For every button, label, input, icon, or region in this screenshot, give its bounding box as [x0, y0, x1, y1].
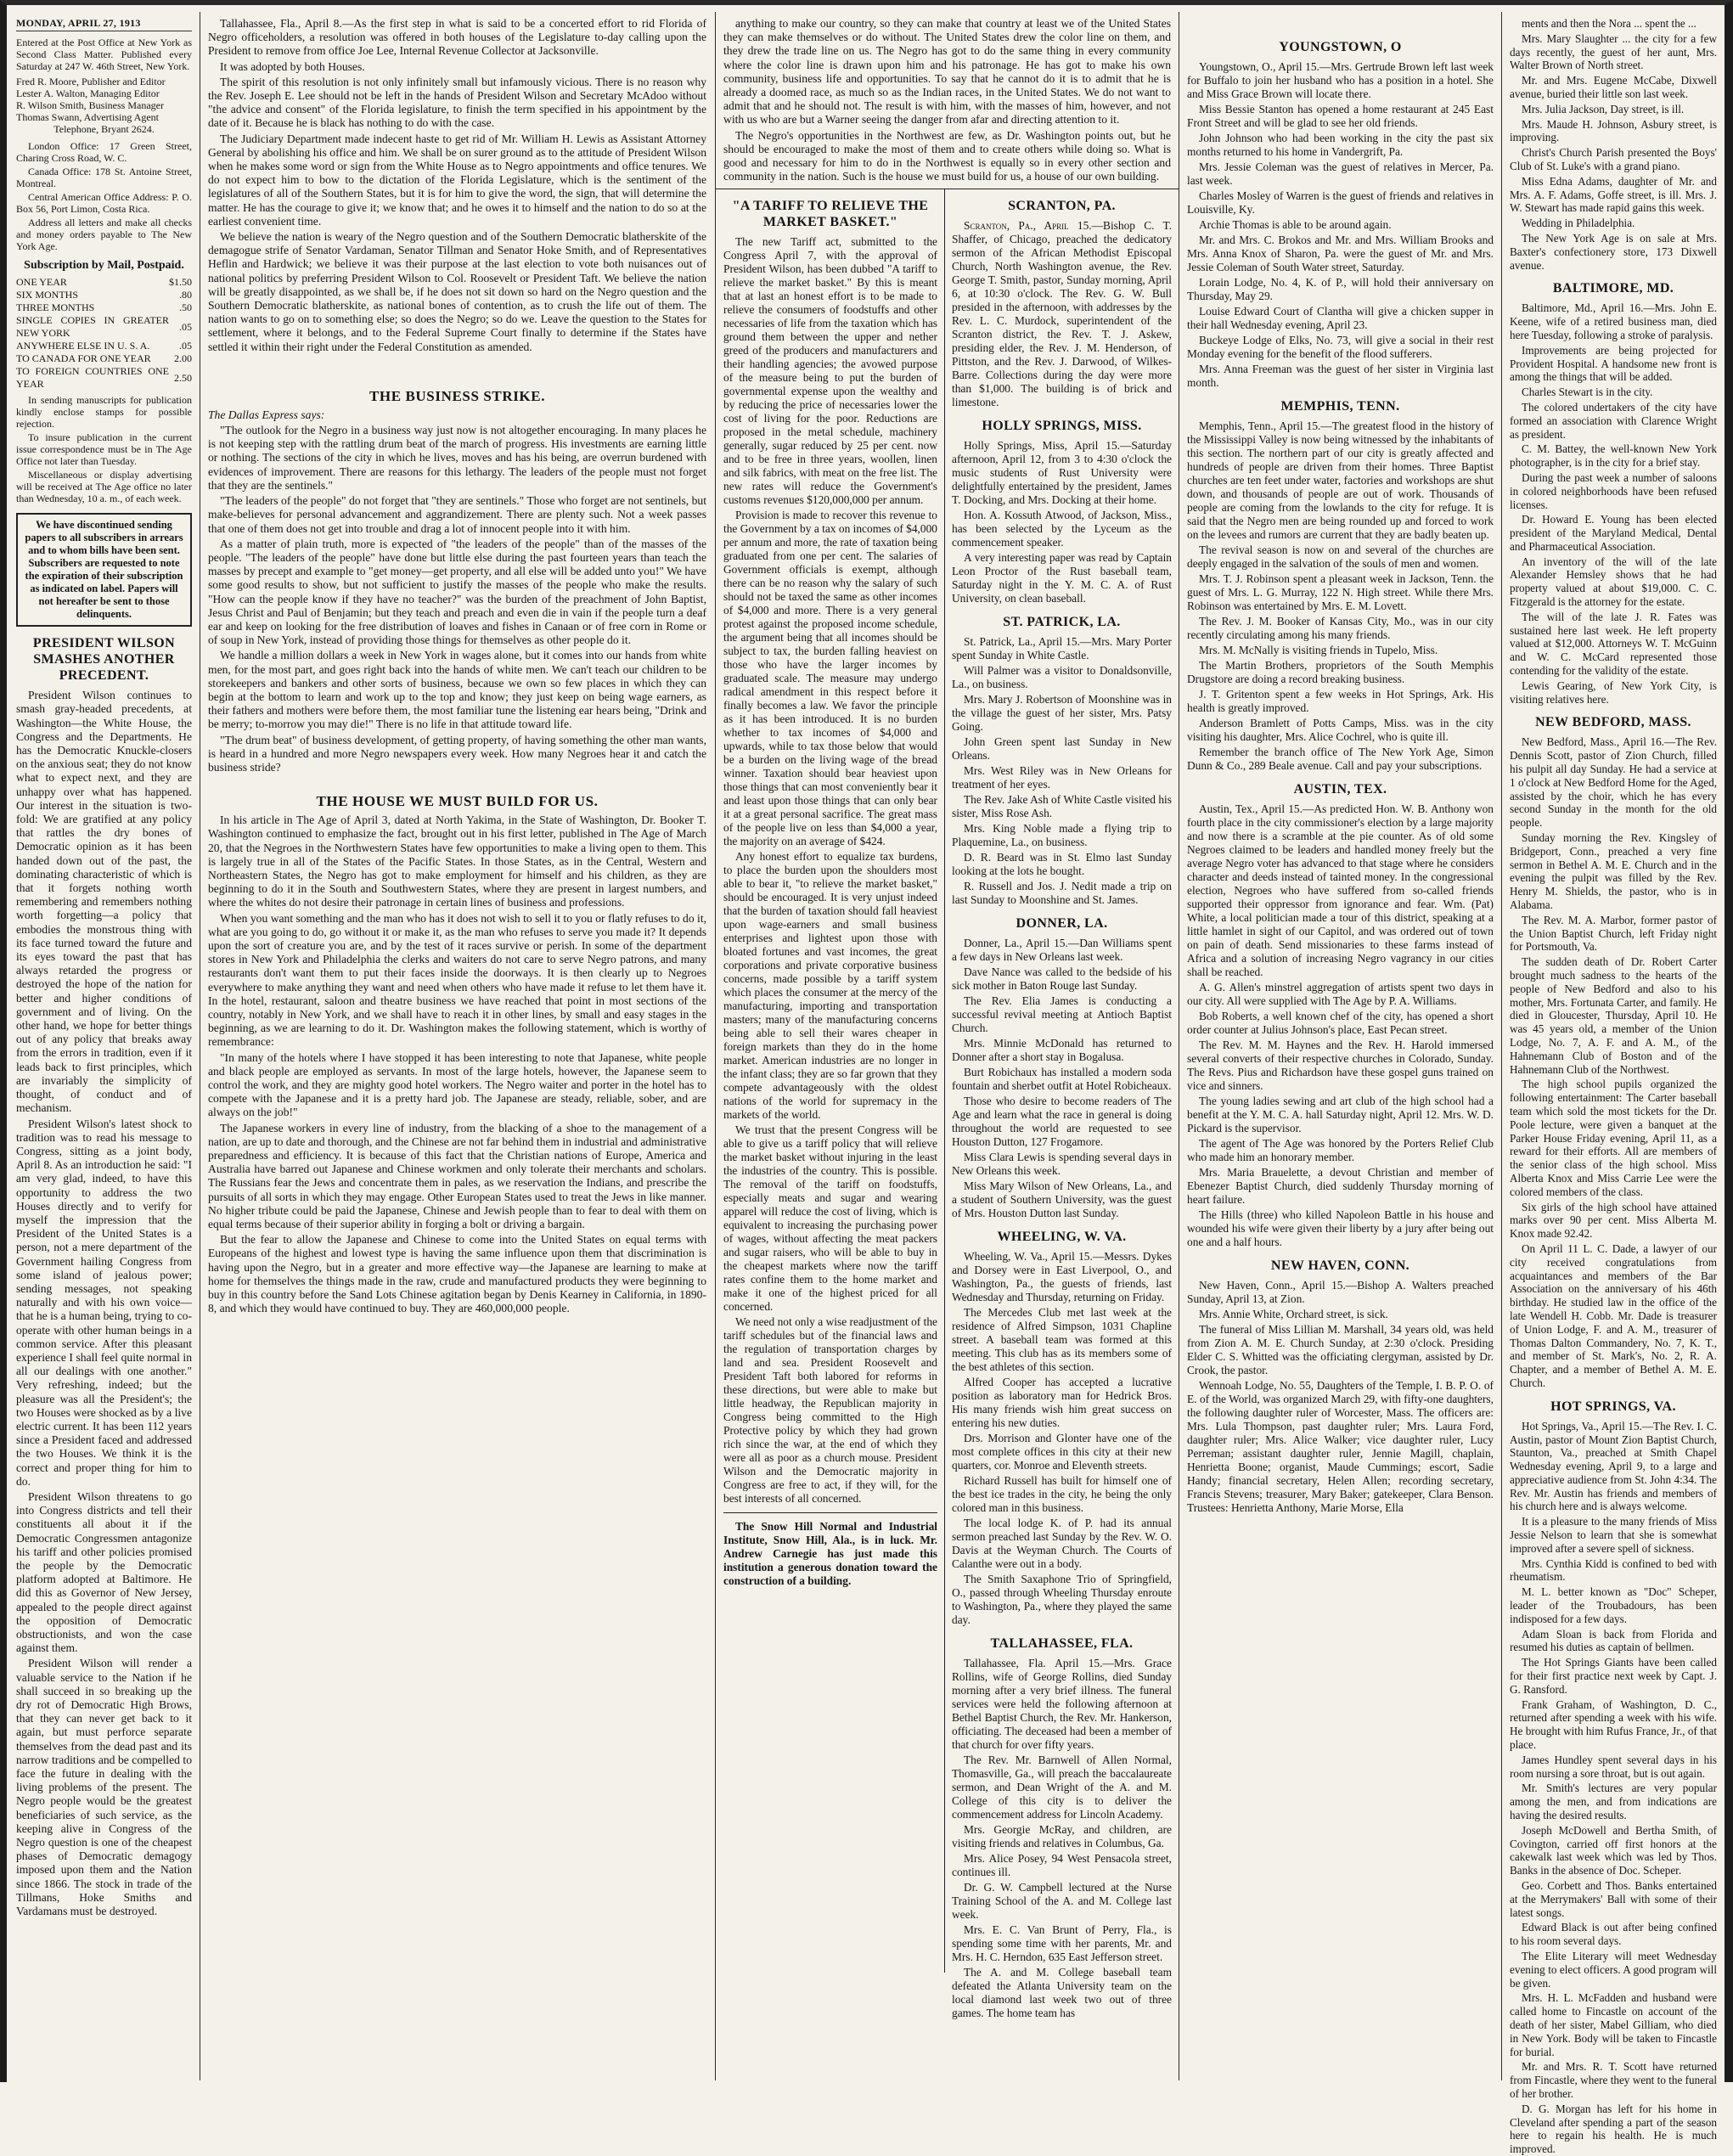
paragraph: Youngstown, O., April 15.—Mrs. Gertrude Brown left last week for Buffalo to join her husband who has a position in a hotel. She and Miss Grace Brown will locate there. — [1187, 60, 1494, 100]
paragraph: Mrs. Minnie McDonald has returned to Donner after a short stay in Bogalusa. — [952, 1037, 1172, 1064]
paragraph: Mr. Smith's lectures are very popular among the men, and from indications are having the desired results. — [1510, 1782, 1717, 1822]
local-news-column-a — [945, 189, 1179, 2020]
headline-donner: DONNER, LA. — [1016, 916, 1108, 932]
london-office: London Office: 17 Green Street, Charing Cross Road, W. C. — [16, 140, 192, 164]
paragraph: Joseph McDowell and Bertha Smith, of Covington, carried off first honors at the cakewalk last week which was led by Thos. Banks in the absence of Doc. Scheper. — [1510, 1823, 1717, 1877]
paragraph: President Wilson threatens to go into Congress districts and tell their constituents all about it if the Democratic Congressmen antagonize his tariff and other policies promised the people by the Democratic platform adopted at Baltimore. He did this as Governor of New Jersey, appealed to the people direct against the opposition of Democratic obstructionists, and won the case against them. — [16, 1489, 192, 1655]
dateline: Scranton, Pa., April 15. — [964, 219, 1092, 233]
paragraph: "The leaders of the people" do not forget that "they are sentinels." Those who forget are not sentinels, but make-believes for personal advancement and aggrandizement. There are plenty such. Not a week passes that one of them does not get into trouble and drag a lot of innocent people into it with him. — [208, 494, 706, 535]
paragraph: Miss Bessie Stanton has opened a home restaurant at 245 East Front Street and will be glad to see her old friends. — [1187, 103, 1494, 129]
paragraph: The agent of The Age was honored by the Porters Relief Club who made him an honorary member. — [1187, 1137, 1494, 1163]
rate-row: SINGLE COPIES IN GREATER NEW YORK .05 — [16, 314, 192, 340]
date-line: MONDAY, APRIL 27, 1913 — [16, 17, 192, 31]
paragraph: Mrs. T. J. Robinson spent a pleasant week in Jackson, Tenn. the guest of Mrs. L. G. Murray, 122 N. High street. While there Mrs. Robinson was entertained by Mrs. E. M. Lovett. — [1187, 572, 1494, 612]
paragraph: The Rev. Elia James is conducting a successful revival meeting at Antioch Baptist Church. — [952, 994, 1172, 1035]
column-3-split — [716, 189, 1179, 2020]
paragraph: Buckeye Lodge of Elks, No. 73, will give a social in their rest Monday evening for the benefit of the flood sufferers. — [1187, 334, 1494, 360]
paragraph: Austin, Tex., April 15.—As predicted Hon. W. B. Anthony won fourth place in the city commissioner's election by a large majority and now there is a scramble at the pie counter. As of old some Negroes claimed to be leaders and handled money freely but the average Negro voter has advanced to that stage where he considers character and deeds instead of tainted money. In the congressional election, Negroes who have suffered from so-called friends supported their oppressor from ignorance and fear. Wm. (Pat) White, a local politician made a tour of this district, speaking at a little hamlet in sight of our Capitol, and was ordered out of town on pain of death. Send missionaries to these farms instead of Africa and a solution of increasing Negro vagrancy in our cities shall be reached. — [1187, 802, 1494, 978]
headline-hot-springs: HOT SPRINGS, VA. — [1550, 1399, 1676, 1414]
paragraph: Wedding in Philadelphia. — [1522, 217, 1635, 230]
paragraph: M. L. better known as "Doc" Scheper, leader of the Troubadours, has been indisposed for a few days. — [1510, 1585, 1717, 1625]
paragraph: Mrs. Anna Freeman was the guest of her sister in Virginia last month. — [1187, 363, 1494, 389]
paragraph: Mr. and Mrs. C. Brokos and Mr. and Mrs. William Brooks and Mrs. Anna Knox of Sharon, Pa. were the guest of Mr. and Mrs. Jessie Coleman of South Water street, Saturday. — [1187, 234, 1494, 273]
paragraph: The funeral of Miss Lillian M. Marshall, 34 years old, was held from Zion A. M. E. Church Sunday, at 2:30 o'clock. Presiding Elder C. S. Whitted was the officiating clergyman, assisted by Dr. Crook, the pastor. — [1187, 1323, 1494, 1376]
column-5 — [1502, 12, 1725, 2156]
paragraph: Dr. G. W. Campbell lectured at the Nurse Training School of the A. and M. College last week. — [952, 1881, 1172, 1922]
paragraph: A. G. Allen's minstrel aggregation of artists spent two days in our city. All were supplied with The Age by P. A. Williams. — [1187, 981, 1494, 1007]
paragraph: St. Patrick, La., April 15.—Mrs. Mary Porter spent Sunday in White Castle. — [952, 635, 1172, 662]
paragraph: Mrs. King Noble made a flying trip to Plaquemine, La., on business. — [952, 822, 1172, 849]
headline-holly-springs: HOLLY SPRINGS, MISS. — [982, 419, 1142, 434]
paragraph: Improvements are being projected for Provident Hospital. A handsome new front is among the things that will be added. — [1510, 343, 1717, 384]
paragraph: Mr. and Mrs. R. T. Scott have returned from Fincastle, where they went to the funeral of her brother. — [1510, 2060, 1717, 2100]
paragraph: President Wilson will render a valuable service to the Nation if he shall succeed in so breaking up the dry rot of Democratic High Brows, that they can never get back to it again, but must perforce separate themselves from the dead past and its narrow traditions and be compelled to face the future in dealing with the living problems of the present. The Negro people would be the greatest beneficiaries of such service, as the keeping alive in Congress of the Negro question is one of the cheapest phases of Democratic demagogy imposed upon them and the Nation since 1866. The stock in trade of the Tillmans, Hoke Smiths and Vardamans must be destroyed. — [16, 1657, 192, 1918]
headline-tallahassee: TALLAHASSEE, FLA. — [990, 1636, 1134, 1652]
headline-tariff: "A TARIFF TO RELIEVE THE MARKET BASKET." — [732, 199, 929, 230]
headline-business-strike: THE BUSINESS STRIKE. — [369, 387, 546, 404]
column-3 — [716, 12, 1179, 2080]
paragraph: Wheeling, W. Va., April 15.—Messrs. Dykes and Dorsey were in East Liverpool, O., and Washington, Pa., the guests of friends, last Wednesday and Thursday, returning on Friday. — [952, 1250, 1172, 1304]
paragraph: Richard Russell has built for himself one of the best ice trades in the city, he being the only colored man in this business. — [952, 1474, 1172, 1515]
paragraph: The Rev. Jake Ash of White Castle visited his sister, Miss Rose Ash. — [952, 793, 1172, 820]
paragraph: The Smith Saxaphone Trio of Springfield, O., passed through Wheeling Thursday enroute to Washington, Pa., where they played the same day. — [952, 1573, 1172, 1627]
paragraph: We handle a million dollars a week in New York in wages alone, but it comes into our hands from white men, for the most part, and goes right back into the hands of white men. We can't teach our children to be storekeepers and bankers and other sorts of business, because we own so few places in which they can begin at the bottom to learn and work up to the top and know; they just keep on being wage earners, as their fathers and mothers were before them, the most familiar tune the listening ear hears being, "Drink and be merry; to-morrow you may die!" There is no life in that attitude toward life. — [208, 649, 706, 731]
columns — [8, 12, 1725, 2156]
headline-austin: AUSTIN, TEX. — [1293, 782, 1387, 797]
paragraph: The Rev. J. M. Booker of Kansas City, Mo., was in our city recently circulating among his many friends. — [1187, 615, 1494, 641]
paragraph: Miss Edna Adams, daughter of Mr. and Mrs. A. F. Adams, Goffe street, is ill. Mrs. J. W. Stewart has made rapid gains this week. — [1510, 174, 1717, 215]
paragraph: Charles Stewart is in the city. — [1522, 386, 1653, 399]
rate-row: TO CANADA FOR ONE YEAR 2.00 — [16, 352, 192, 365]
paragraph: We need not only a wise readjustment of the tariff schedules but of the financial laws and the regulation of transportation charges by land and sea. President Roosevelt and President Taft both labored for reforms in these directions, but were able to make but little headway, the Republican majority in Congress being committed to the High Protective policy by which they had grown rich since the war, at the end of which they were all as poor as a church mouse. President Wilson and the Democratic majority in Congress are free to act, if they will, for the best interests of all concerned. — [723, 1315, 937, 1506]
paragraph: The sudden death of Dr. Robert Carter brought much sadness to the hearts of the people of New Bedford and also to his mother, Mrs. Fortunata Carter, and family. He died in Gloucester, Thursday, April 10. He was 45 years old, a member of the Union Lodge, No. 7, A. F. and A. M., of the Hahnemann Club of Boston and of the Hahnemann Club of the Northwest. — [1510, 955, 1717, 1076]
paragraph: A very interesting paper was read by Captain Leon Proctor of the Rust baseball team, Saturday night in the Y. M. C. A. of Rust University, on clean baseball. — [952, 551, 1172, 605]
paragraph: "The outlook for the Negro in a business way just now is not altogether encouraging. In many places he is not keeping step with the rattling drum beat of the march of progress. His investments are earning little or nothing. The sections of the city in which he lives, moves and has his being, are overrun burdened with evidences of improvement. There are reasons for this lethargy. The leaders of the people must not forget that they are the sentinels." — [208, 424, 706, 492]
editorial-section — [200, 12, 1179, 2080]
staff-item: Lester A. Walton, Managing Editor — [16, 87, 160, 99]
address-note: Address all letters and make all checks and money orders payable to The New York Age. — [16, 217, 192, 252]
paragraph: Dr. Howard E. Young has been elected president of the Maryland Medical, Dental and Pharmaceutical Association. — [1510, 513, 1717, 553]
paragraph: New Bedford, Mass., April 16.—The Rev. Dennis Scott, pastor of Zion Church, filled his pulpit all day Sunday. He had a service at 1 o'clock at New Bedford Home for the Aged, assisted by the choir, which he has every second Sunday in the month for the old people. — [1510, 735, 1717, 830]
paragraph: The Rev. M. M. Haynes and the Rev. H. Harold immersed several converts of their respective churches in Colorado, Sunday. The Revs. Pius and Richardson have these gospel guns trained on vice and sinners. — [1187, 1039, 1494, 1092]
paragraph: Bob Roberts, a well known chef of the city, has opened a short order counter at Julius Johnson's place, East Pecan street. — [1187, 1010, 1494, 1036]
rate-row: THREE MONTHS .50 — [16, 301, 192, 314]
canada-office: Canada Office: 178 St. Antoine Street, Montreal. — [16, 166, 192, 189]
paragraph: Memphis, Tenn., April 15.—The greatest flood in the history of the Mississippi Valley is now being witnessed by the inhabitants of this section. The northern part of our city is greatly affected and hundreds of people are driven from their homes. Three Baptist churches are ten feet under water, factories and workshops are shut down, and thousands of people are out of work. Thousands of people are coming from the lowlands to the city for refuge. It is said that the Negro men are being rounded up and forced to work on the levees and rumors are current that they are badly beaten up. — [1187, 419, 1494, 541]
paragraph: The Martin Brothers, proprietors of the South Memphis Drugstore are doing a record breaking business. — [1187, 659, 1494, 685]
snow-hill-note: The Snow Hill Normal and Industrial Institute, Snow Hill, Ala., is in luck. Mr. Andrew Carnegie has just made this institution a generous donation toward the construction of a building. — [723, 1520, 937, 1588]
central-america-office: Central American Office Address: P. O. Box 56, Port Limon, Costa Rica. — [16, 191, 192, 215]
staff-item: Thomas Swann, Advertising Agent — [16, 111, 159, 123]
paragraph: anything to make our country, so they can make that country at least we of the United States they can make themselves or do without. The United States drew the color line on them, and they drew the trade line on us. The Negro has got to do the same thing in every community where the color line is drawn upon him and his patronage. He has got to make his own community, business life and opportunities. To say that he cannot do it is to admit that he is already a doomed race, as much so as the Indian races, in the United States. We do not want to admit that and he should not. The result is with him, with the masses of him, however, and not with us who are but a Warner seeing the danger from afar and directing attention to it. — [723, 17, 1171, 127]
paragraph: Hon. A. Kossuth Atwood, of Jackson, Miss., has been selected by the Lyceum as the commencement speaker. — [952, 509, 1172, 549]
paragraph: The young ladies sewing and art club of the high school had a benefit at the Y. M. C. A. hall Saturday night, April 12. Mrs. W. D. Pickard is the supervisor. — [1187, 1095, 1494, 1134]
paragraph: The A. and M. College baseball team defeated the Atlanta University team on the local diamond last week two out of three games. The home team has — [952, 1966, 1172, 2020]
paragraph: Mr. and Mrs. Eugene McCabe, Dixwell avenue, buried their little son last week. — [1510, 74, 1717, 100]
staff-list — [16, 76, 192, 135]
paragraph: When you want something and the man who has it does not wish to sell it to you or flatly refuses to do it, what are you going to do, go without it or make it, as the man who refuses to serve you made it? It depends upon the sort of creature you are, and by the test of it races survive or perish. In some of the department stores in New York and Philadelphia the clerks and waiters do not care to serve Negro patrons, and many restaurants don't want them to put their faces inside the doorways. It is then clearly up to Negroes everywhere to make anything they want and need when others who have made it refuse to let them have it. In the hotel, restaurant, saloon and theatre business we have reached that point in most sections of the country, notably in New York, and we shall have to reach it in other lines, by small and easy stages in the beginning, as we are learning to do it. Dr. Washington makes the following statement, which is worthy of remembrance: — [208, 911, 706, 1049]
headline-st-patrick: ST. PATRICK, LA. — [1003, 615, 1121, 630]
paragraph: Will Palmer was a visitor to Donaldsonville, La., on business. — [952, 664, 1172, 691]
paragraph: Edward Black is out after being confined to his room several days. — [1510, 1921, 1717, 1948]
insertion-note: To insure publication in the current issue correspondence must be in The Age Office not later than Tuesday. — [16, 431, 192, 468]
paragraph: Mrs. Julia Jackson, Day street, is ill. — [1522, 102, 1685, 115]
paragraph: Donner, La., April 15.—Dan Williams spent a few days in New Orleans last week. — [952, 937, 1172, 964]
paragraph: Any honest effort to equalize tax burdens, to place the burden upon the shoulders most able to bear it, "to relieve the market basket," should be encouraged. It is very unjust indeed that the burden of taxation should fall heaviest upon wage-earners and small business enterprises and lightest upon those with bloated fortunes and vast incomes, the great corporations and private corporative business concerns, made possible by a tariff system which places the consumer at the mercy of the manufacturing, importing and transportation masters; many of the manufacturing concerns being able to sell their wares cheaper in foreign markets than they do in the home market. American industries are no longer in the infant class; they are so far grown that they compete advantageously with the oldest nations of the world for supremacy in the markets of the world. — [723, 850, 937, 1122]
paragraph: Provision is made to recover this revenue to the Government by a tax on incomes of $4,000 per annum and more, the rate of taxation being graduated from one per cent. The salaries of Government officials is exempt, although there can be no reason why the salary of such should not be taxed the same as other incomes of $4,000 and more. There is a very general protest against the proposed income schedule, the argument being that all incomes should be subject to tax, the burden falling heaviest on those who have the larger incomes by graduated scale. The measure may undergo radical amendment in this respect before it finally becomes a law. We favor the principle as it has been introduced. It is no burden whether to tax incomes of $4,000 and upwards, while to tax those below that would be a burden on the living wage of the bread winner. Taxation should bear heaviest upon those things that can most conveniently bear it and least upon those things that can only bear it at a great personal sacrifice. The great mass of the people live on less than $4,000 a year, the majority on an average of $424. — [723, 509, 937, 848]
paragraph: Drs. Morrison and Glonter have one of the most complete offices in this city at their new quarters, cor. Monroe and Eleventh streets. — [952, 1432, 1172, 1472]
paragraph: "The drum beat" of business development, of getting property, of having something the other man wants, is heard in a hundred and more Negro newspapers every week. How many Negroes hear it and catch the business stride? — [208, 733, 706, 774]
paragraph: Tallahassee, Fla. April 15.—Mrs. Grace Rollins, wife of George Rollins, died Sunday morning after a very brief illness. The funeral services were held the following afternoon at Bethel Baptist Church, the Rev. Mr. Hankerson, officiating. The deceased had been a member of that church for over fifty years. — [952, 1657, 1172, 1752]
headline-scranton: SCRANTON, PA. — [1008, 199, 1116, 214]
paragraph: Geo. Corbett and Thos. Banks entertained at the Merrymakers' Ball with some of their latest songs. — [1510, 1879, 1717, 1919]
paragraph: Mrs. Georgie McRay, and children, are visiting friends and relatives in Columbus, Ga. — [952, 1823, 1172, 1850]
paragraph: C. M. Battey, the well-known New York photographer, is in the city for a brief stay. — [1510, 442, 1717, 470]
headline-wheeling: WHEELING, W. VA. — [997, 1230, 1127, 1245]
paragraph: Dave Nance was called to the bedside of his sick mother in Baton Rouge last Sunday. — [952, 965, 1172, 993]
paragraph: James Hundley spent several days in his room nursing a sore throat, but is out again. — [1510, 1753, 1717, 1780]
source-line: The Dallas Express says: — [208, 408, 325, 421]
paragraph: President Wilson's latest shock to tradition was to read his message to Congress, sitting as a joint body, April 8. As an introduction he said: "I am very glad, indeed, to have this opportunity to address the two Houses directly and to verify for myself the impression that the President of the United States is a person, not a mere department of the Government hailing Congress from some island of jealous power; sending messages, not speaking naturally and with his own voice—that he is a human being, trying to co-operate with other human beings in a common service. After this pleasant experience I shall feel quite normal in all our dealings with one another." Very refreshing, indeed; but the pleasure was all the President's; the two Houses were shocked as by a live electric current. It has been 112 years since a President faced and addressed the two Houses. We think it is the correct and proper thing for him to do. — [16, 1117, 192, 1488]
telephone: Telephone, Bryant 2624. — [53, 123, 155, 135]
paragraph: Those who desire to become readers of The Age and learn what the race in general is doing throughout the world are requested to see Houston Dutton, 127 Frogamore. — [952, 1095, 1172, 1149]
paragraph: President Wilson continues to smash gray-headed precedents, at Washington—the White House, the Congress and the Departments. He has the Democratic Knuckle-closers on the anxious seat; they do not know what to expect next, and they are unhappy over what has happened. Our interest in the situation is two-fold: We are gratified at any policy that rattles the dry bones of Democratic opinion as it has been handed down out of the past, the dominating characteristic of which is that it forgets nothing worth remembering and remembers nothing worth forgetting—a policy that embodies the monstrous thing with its face turned toward the future and its eyes toward the past that has always retarded the progress or destroyed the hope of the nation for better and higher conditions of government and of living. On the other hand, we hope for better things out of any policy that breaks away from the errors in tradition, even if it leads back to first principles, which are invariably the simplicity of thought, of conduct and of mechanism. — [16, 689, 192, 1115]
paragraph: Six girls of the high school have attained marks over 90 per cent. Miss Alberta M. Knox made 92.42. — [1510, 1200, 1717, 1241]
paragraph: Burt Robichaux has installed a modern soda fountain and sherbet outfit at Hotel Robicheaux. — [952, 1066, 1172, 1093]
paragraph: The high school pupils organized the following entertainment: The Carter baseball team which sold the most tickets for the Dr. Poole lecture, were given a banquet at the Parker House Friday evening, April 11, as a reward for their efforts. All are members of the senior class of the high school. Miss Alberta Knox and Miss Carrie Lee were the colored members of the class. — [1510, 1078, 1717, 1198]
northwest-block — [716, 12, 1179, 189]
headline-youngstown: YOUNGSTOWN, O — [1279, 40, 1402, 54]
paragraph: The Negro's opportunities in the Northwest are few, as Dr. Washington points out, but he should be encouraged to make the most of them and to create others while doing so. What is good and necessary for him to do in the Northwest is equally so in every other section and community in the nation. Such is the house we must build for us, a house of our own building. — [723, 128, 1171, 183]
entry-note: Entered at the Post Office at New York as Second Class Matter. Published every Saturday at 247 W. 46th Street, New York. — [16, 37, 192, 72]
paragraph: The Mercedes Club met last week at the residence of Alfred Simpson, 1031 Chapline street. A baseball team was formed at this meeting. This club has as its members some of the best athletes of this section. — [952, 1306, 1172, 1374]
paragraph: During the past week a number of saloons in colored neighborhoods have been refused licenses. — [1510, 470, 1717, 511]
paragraph: Mrs. Mary J. Robertson of Moonshine was in the village the guest of her sister, Mrs. Patsy Going. — [952, 693, 1172, 734]
rate-row: ANYWHERE ELSE IN U. S. A. .05 — [16, 340, 192, 352]
paragraph: Mrs. M. McNally is visiting friends in Tupelo, Miss. — [1199, 644, 1438, 656]
advertising-note: Miscellaneous or display advertising will be received at The Age office no later than Wednesday, 10 a. m., of each week. — [16, 469, 192, 505]
paragraph: Mrs. Annie White, Orchard street, is sick. — [1199, 1308, 1388, 1320]
paragraph: Mrs. H. L. McFadden and husband were called home to Fincastle on account of the death of her sister, Mabel Gilliam, who died in New York. Body will be taken to Fincastle for burial. — [1510, 1991, 1717, 2058]
paragraph: Mrs. Jessie Coleman was the guest of relatives in Mercer, Pa. last week. — [1187, 160, 1494, 187]
paragraph: It is a pleasure to the many friends of Miss Jessie Nelson to learn that she is somewhat improved after a severe spell of sickness. — [1510, 1515, 1717, 1555]
paragraph: Mrs. Maude H. Johnson, Asbury street, is improving. — [1510, 117, 1717, 144]
staff-item: Fred R. Moore, Publisher and Editor — [16, 76, 166, 87]
paragraph: The Elite Literary will meet Wednesday evening to elect officers. A good program will be given. — [1510, 1949, 1717, 1990]
headline-new-haven: NEW HAVEN, CONN. — [1270, 1258, 1410, 1273]
paragraph: Alfred Cooper has accepted a lucrative position as laboratory man for Hedrick Bros. His many friends wish him great success on entering his new duties. — [952, 1376, 1172, 1430]
paragraph: Miss Mary Wilson of New Orleans, La., and a student of Southern University, was the guest of Mrs. Houston Dutton last Sunday. — [952, 1179, 1172, 1220]
paragraph: The revival season is now on and several of the churches are deeply engaged in the salvation of the souls of men and women. — [1187, 543, 1494, 570]
paragraph: The colored undertakers of the city have formed an association with Clarence Wright as president. — [1510, 400, 1717, 441]
headline-baltimore: BALTIMORE, MD. — [1552, 281, 1674, 296]
paragraph: The Hills (three) who killed Napoleon Battle in his house and wounded his wife were given their liberty by a jury after being out one and a half hours. — [1187, 1208, 1494, 1248]
paragraph: Christ's Church Parish presented the Boys' Club of St. Luke's with a grand piano. — [1510, 146, 1717, 172]
paragraph: Lorain Lodge, No. 4, K. of P., will hold their anniversary on Thursday, May 29. — [1187, 276, 1494, 302]
paragraph: Anderson Bramlett of Potts Camps, Miss. was in the city visiting his daughter, Mrs. Alice Cochrel, who is quite ill. — [1187, 717, 1494, 743]
paragraph: Mrs. Cynthia Kidd is confined to bed with rheumatism. — [1510, 1556, 1717, 1584]
paragraph: But the fear to allow the Japanese and Chinese to come into the United States on equal terms with Europeans of the highest and lowest type is having the same influence upon them that discrimination is having upon the Negro, but in a greater and more effective way—the Japanese are learning to make at home for themselves the things made in the raw, crude and manufactured products they were beginning to buy in this country before the Sand Lots Chinese agitation began by Denis Kearney in California, in 1890-8, and which they would have continued to buy. They are 460,000,000 people. — [208, 1233, 706, 1315]
paragraph: Mrs. Alice Posey, 94 West Pensacola street, continues ill. — [952, 1852, 1172, 1879]
paragraph: An inventory of the will of the late Alexander Hemsley shows that he had property valued at about $19,000. C. C. Fitzgerald is the attorney for the estate. — [1510, 554, 1717, 609]
rate-row: TO FOREIGN COUNTRIES ONE YEAR 2.50 — [16, 365, 192, 391]
paragraph: Miss Clara Lewis is spending several days in New Orleans this week. — [952, 1151, 1172, 1178]
headline-president-wilson: PRESIDENT WILSON SMASHES ANOTHER PRECEDENT. — [32, 636, 176, 684]
divider — [723, 1512, 937, 1513]
paragraph: The Hot Springs Giants have been called for their first practice next week by Capt. J. G. Ransford. — [1510, 1656, 1717, 1696]
paragraph: The local lodge K. of P. had its annual sermon preached last Sunday by the Rev. W. O. Davis at the Weyman Church. The Courts of Calanthe were out in a body. — [952, 1517, 1172, 1571]
paragraph: Holly Springs, Miss, April 15.—Saturday afternoon, April 12, from 3 to 4:30 o'clock the music students of Rust University were delightfully entertained by the president, James T. Docking, and Mrs. Docking at their home. — [952, 439, 1172, 507]
staff-item: R. Wilson Smith, Business Manager — [16, 99, 164, 111]
subscription-table — [16, 276, 192, 391]
paragraph: "In many of the hotels where I have stopped it has been interesting to note that Japanese, white people and black people are employed as servants. In most of the large hotels, however, the Japanese seem to control the work, and they are mighty good hotel workers. The Negro waiter and porter in the hotel has to compete with the Japanese and it is a pretty hard job. The Japanese are steady, reliable, sober, and are always on the job!" — [208, 1050, 706, 1119]
paragraph: Baltimore, Md., April 16.—Mrs. John E. Keene, wife of a retired business man, died here Tuesday, following a stroke of paralysis. — [1510, 301, 1717, 341]
headline-memphis: MEMPHIS, TENN. — [1280, 399, 1400, 414]
paragraph: In his article in The Age of April 3, dated at North Yakima, in the State of Washington, Dr. Booker T. Washington continued to emphasize the fact, brought out in his first letter, published in The Age of March 20, that the Negroes in the Northwestern States have few opportunities to make a living open to them. This is largely true in all of the States of the Pacific States. In those States, as in the Central, Western and Northeastern States, the Negro has got to make employment for himself and his children, as they are beginning to do it in the South and Southwestern States, where they are present in largest numbers, and where the whites do not desire their patronage in certain lines of business and professions. — [208, 813, 706, 909]
paragraph: Adam Sloan is back from Florida and resumed his duties as captain of bellmen. — [1510, 1627, 1717, 1654]
paragraph: On April 11 L. C. Dade, a lawyer of our city received congratulations from acquaintances and members of the Bar Association on the anniversary of his 46th birthday. He studied law in the office of the late Wendell H. Cobb. Mr. Dade is treasurer of Union Lodge, F. and A. M., treasurer of Thomas Dalton Commandery, No. 7, K. T., and member of St. Mark's, No. 2, R. A. Chapter, and a member of Bethel A. M. E. Church. — [1510, 1241, 1717, 1389]
paragraph: Scranton, Pa., April 15.—Bishop C. T. Shaffer, of Chicago, preached the dedicatory sermon of the African Methodist Episcopal Church, North Washington avenue, the Rev. George T. Smith, pastor, Sunday morning, April 6, at 10:30 o'clock. The Rev. G. W. Bull presided in the afternoon, with addresses by the Rev. L. C. Murdock, superintendent of the Scranton district, the Rev. T. J. Askew, presiding elder, the Rev. J. M. Henderson, of Pittston, and the Rev. J. Darwood, of Wilkes-Barre. Collections during the day were more than $1,000. The building is of brick and limestone. — [952, 219, 1173, 409]
paragraph: The new Tariff act, submitted to the Congress April 7, with the approval of President Wilson, has been dubbed "A tariff to relieve the market basket." By this is meant that at last an honest effort is to be made to relieve the consumers of foodstuffs and other necessaries of life from the taxation which has ground them between the upper and nether greed of the producers and manufacturers and their handling agencies; the avowed purpose of the measure being to put the burden of governmental expense upon the wealthy and by reducing the price of necessaries lower the cost of living for the poor. Reductions are proposed in the metal schedule, machinery generally, sugar reduced by 25 per cent. now and to be free in three years, woollen, linen and silk fabrics, with meat on the free list. The new rates will reduce the Government's customs revenues $120,000,000 per annum. — [723, 235, 937, 507]
rate-row: ONE YEAR $1.50 — [16, 276, 192, 289]
paragraph: ments and then the Nora ... spent the ... — [1522, 17, 1696, 30]
column-1 — [8, 12, 200, 2080]
paragraph: John Johnson who had been working in the city the past six months returned to his home in Vandergrift, Pa. — [1187, 132, 1494, 158]
column-2 — [200, 12, 716, 2080]
paragraph: New Haven, Conn., April 15.—Bishop A. Walters preached Sunday, April 13, at Zion. — [1187, 1279, 1494, 1305]
paragraph: Hot Springs, Va., April 15.—The Rev. I. C. Austin, pastor of Mount Zion Baptist Church, Staunton, Va., preached at Smith Chapel Wednesday evening, April 9, to a large and appreciative audience from St. John 4:34. The Rev. Mr. Austin has friends and members of his church here and is always welcome. — [1510, 1419, 1717, 1513]
paragraph: Mrs. Maria Brauelette, a devout Christian and member of Ebenezer Baptist Church, died suddenly Thursday morning of heart failure. — [1187, 1166, 1494, 1206]
paragraph: Remember the branch office of The New York Age, Simon Dunn & Co., 289 Beale avenue. Call and pay your subscriptions. — [1187, 746, 1494, 772]
paragraph: D. G. Morgan has left for his home in Cleveland after spending a part of the season here to regain his health. He is much improved. — [1510, 2102, 1717, 2156]
delinquent-notice: We have discontinued sending papers to all subscribers in arrears and to whom bills have been sent. Subscribers are requested to note the expiration of their subscription as indicated on label. Papers will not hereafter be sent to those delinquents. — [16, 513, 192, 627]
paragraph: It was adopted by both Houses. — [220, 59, 365, 73]
rate-row: SIX MONTHS .80 — [16, 289, 192, 301]
paragraph: The will of the late J. R. Fates was sustained here last week. He left property valued at $12,000. Attorneys W. T. McGuinn and W. C. McCard represented those contending for the validity of the estate. — [1510, 610, 1717, 678]
paragraph: We believe the nation is weary of the Negro question and of the Southern Democratic blatherskite of the demagogue strife of Senator Vardaman, Senator Tillman and Senator Hoke Smith, and of Representatives Heflin and Hardwick; we believe it was their purpose at the last election to vote both nuisances out of national politics by preferring President Wilson to Col. Roosevelt or President Taft. We believe the nation will be greatly disappointed, as we shall be, if he does not sit down so hard on the Negro question and the Southern Democratic blatherskite, as national bones of contention, as to crush the life out of them. The nation wants to go on to something else; so does the Negro; so do we. Leave the question to the States for settlement, where it belongs, and to the Federal Supreme Court finally to determine if the States have settled it within their right under the Federal Constitution as amended. — [208, 230, 706, 353]
paragraph: The Rev. M. A. Marbor, former pastor of the Union Baptist Church, left Friday night for Portsmouth, Va. — [1510, 913, 1717, 954]
paragraph: The Rev. Mr. Barnwell of Allen Normal, Thomasville, Ga., will preach the baccalaureate sermon, and Dean Wright of the A. and M. College of this city is to deliver the commencement address for Lincoln Academy. — [952, 1754, 1172, 1821]
paragraph: Archie Thomas is able to be around again. — [1199, 218, 1392, 231]
paragraph: Louise Edward Court of Clantha will give a chicken supper in their hall Wednesday evening, April 23. — [1187, 305, 1494, 331]
paragraph: John Green spent last Sunday in New Orleans. — [952, 735, 1172, 763]
paragraph: Mrs. Mary Slaughter ... the city for a few days recently, the guest of her aunt, Mrs. Walter Brown of North street. — [1510, 31, 1717, 72]
manuscript-note: In sending manuscripts for publication kindly enclose stamps for possible rejection. — [16, 394, 192, 431]
paragraph: J. T. Gritenton spent a few weeks in Hot Springs, Ark. His health is greatly improved. — [1187, 688, 1494, 714]
paragraph: Wennoah Lodge, No. 55, Daughters of the Temple, I. B. P. O. of E. of the World, was organized March 29, with fifty-one daughters, the following daughter ruler of Worcester, Mass. The officers are: Mrs. Lula Thompson, past daughter ruler; Mrs. Laura Ford, daughter ruler; Mrs. Alice Walker; vice daughter ruler, Lucy Perreman; assistant daughter ruler, Jennie Magill, chaplain, Henrietta Boone; organist, Maude Cummings; escort, Sadie Handy; financial secretary, Helen Allen; recording secretary, Francis Stevens; treasurer, Mary Baker; gatekeeper, Clara Benson. Trustees: Henrietta Anthony, Marie Morse, Ella — [1187, 1379, 1494, 1514]
paragraph: The spirit of this resolution is not only infinitely small but infamously vicious. There is no reason why the Rev. Joseph E. Lee should not be left in the hands of President Wilson and Secretary McAdoo without "the advice and consent" of the Florida legislature, to finish the term specified in his appointment by the date of it. Because he is black has nothing to do with the case. — [208, 75, 706, 130]
paragraph: Charles Mosley of Warren is the guest of friends and relatives in Louisville, Ky. — [1187, 189, 1494, 216]
tariff-column — [716, 189, 945, 1973]
paragraph: Sunday morning the Rev. Kingsley of Bridgeport, Conn., preached a very fine sermon in Bethel A. M. E. Church and in the evening the pulpit was filled by the Rev. Henry M. Shields, the pastor, who is in Alabama. — [1510, 831, 1717, 912]
paragraph: Frank Graham, of Washington, D. C., returned after spending a week with his wife. He brought with him Rufus France, Jr., of that place. — [1510, 1697, 1717, 1752]
paragraph: The Judiciary Department made indecent haste to get rid of Mr. William H. Lewis as Assistant Attorney General by abolishing his office and him. We shall be on surer ground as to the attitude of President Wilson when he makes some word or sign from the White House as to Negro appointments and office tenures. We do not expect him to bow to the dictation of the Florida Legislature, which is the sentiment of the legislatures of all of the Southern States, but it is for him to give the word, the sign, that will determine the matter. He has the courage to give it; we know that; and he owes it to himself and the nation to do so at the earliest convenient time. — [208, 132, 706, 228]
column-4 — [1179, 12, 1502, 2080]
headline-new-bedford: NEW BEDFORD, MASS. — [1535, 715, 1691, 730]
paragraph: As a matter of plain truth, more is expected of "the leaders of the people" than of the masses of the people. "The leaders of the people" have done but little else during the past fourteen years than teach the masses by precept and example to "get money—get property, and all else will be added unto you!" We have some good results to show, but not sufficient to justify the masses of the people who make the results. "How can the people know if they have no teacher?" was the burden of the preachment of John Baptist, Jesus Christ and Paul of Benjamin; but they teach and preach and even die in vain if the people turn a deaf ear and keep on looking for the free distribution of loaves and fishes in Canaan or of free corn in Rome or of soup in New York, instead of providing those things for themselves as other people do it. — [208, 537, 706, 647]
paragraph: R. Russell and Jos. J. Nedit made a trip on last Sunday to Moonshine and St. James. — [952, 880, 1172, 907]
paragraph: D. R. Beard was in St. Elmo last Sunday looking at the lots he bought. — [952, 851, 1172, 878]
subscription-title: Subscription by Mail, Postpaid. — [24, 259, 184, 272]
paragraph: We trust that the present Congress will be able to give us a tariff policy that will relieve the market basket without injuring in the least the industries of the country. This is possible. The removal of the tariff on foodstuffs, especially meats and sugar and wearing apparel will reduce the cost of living, which is equivalent to increasing the purchasing power of wages, without affecting the meat packers and sugar raisers, who will be able to buy in the cheapest markets where now the tariff rates confine them to the home market and make it one of the highest priced for all concerned. — [723, 1123, 937, 1314]
paragraph: The New York Age is on sale at Mrs. Baxter's confectionery store, 173 Dixwell avenue. — [1510, 231, 1717, 272]
paragraph: Mrs. West Riley was in New Orleans for treatment of her eyes. — [952, 764, 1172, 791]
paragraph: Lewis Gearing, of New York City, is visiting relatives here. — [1510, 678, 1717, 706]
paragraph: Mrs. E. C. Van Brunt of Perry, Fla., is spending some time with her parents, Mr. and Mrs. H. C. Herndon, 635 East Jefferson street. — [952, 1923, 1172, 1964]
headline-house: THE HOUSE WE MUST BUILD FOR US. — [316, 793, 599, 810]
paragraph: Tallahassee, Fla., April 8.—As the first step in what is said to be a concerted effort to rid Florida of Negro officeholders, a resolution was offered in both houses of the Legislature to-day calling upon the President to remove from office Joe Lee, Internal Revenue Collector at Jacksonville. — [208, 17, 706, 58]
paragraph: The Japanese workers in every line of industry, from the blacking of a shoe to the management of a nation, are up to date and thorough, and the Chinese are not far behind them in industrial and administrative preparedness and efficiency. It is because of this fact that the Christian nations of Europe, America and Australia have barred out Japanese and Chinese workmen and only tolerate their merchants and scholars. The Russians fear the Jews and concentrate them in pales, as we reservation the Indians, and prescribe the pursuits of all sorts in which they may engage. Other European States used to treat the Jews in like manner. No higher tribute could be paid the Japanese, Chinese and Jewish people than to fear to deal with them on equal terms because of their superior ability in forging a bolt or driving a bargain. — [208, 1121, 706, 1231]
